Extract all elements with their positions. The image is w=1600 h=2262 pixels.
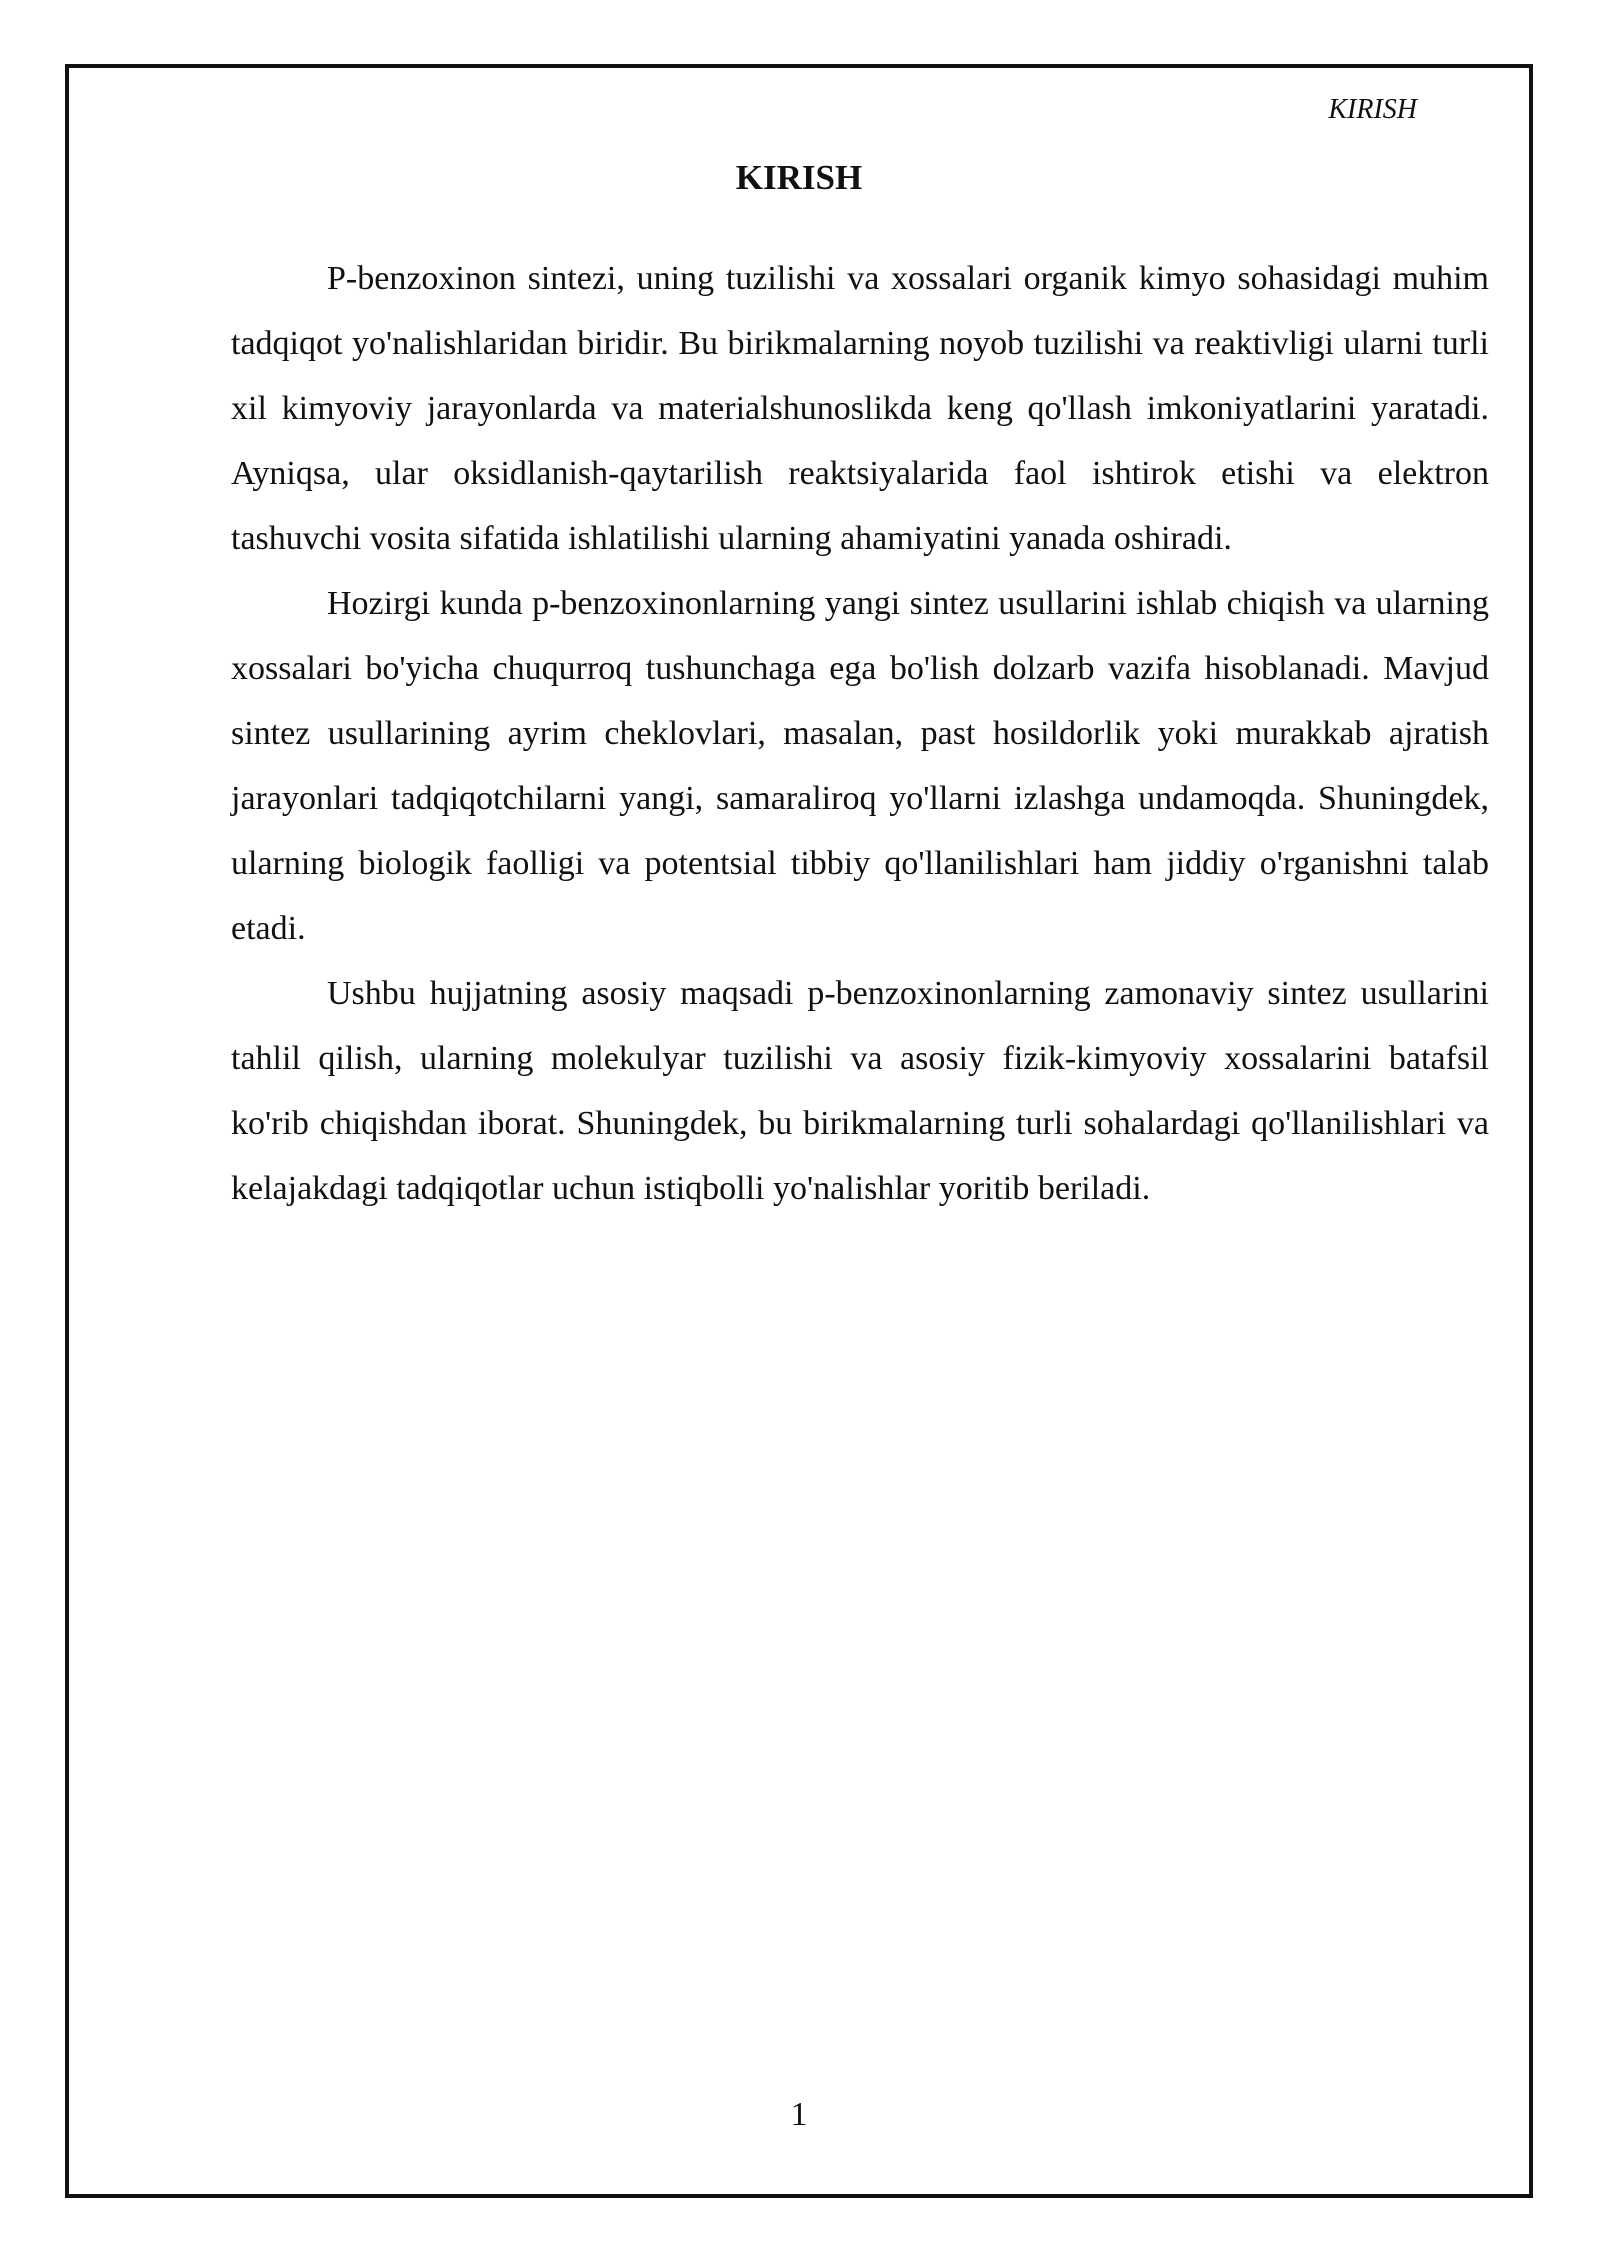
paragraph-3: Ushbu hujjatning asosiy maqsadi p-benzoxinonlarning zamonaviy sintez usullarini tahlil qilish, ularning molekulyar tuzilishi va asosiy fizik-kimyoviy xossalarini batafsil ko'rib chiqishdan iborat. Shuningdek, bu birikmalarning turli sohalardagi qo'llanilishlari va kelajakdagi tadqiqotlar uchun istiqbolli yo'nalishlar yoritib beriladi.	[231, 975, 1489, 1207]
running-header: KIRISH	[1328, 94, 1417, 125]
document-body	[231, 246, 1489, 1221]
paragraph-1: P-benzoxinon sintezi, uning tuzilishi va xossalari organik kimyo sohasidagi muhim tadqiqot yo'nalishlaridan biridir. Bu birikmalarning noyob tuzilishi va reaktivligi ularni turli xil kimyoviy jarayonlarda va materialshunoslikda keng qo'llash imkoniyatlarini yaratadi. Ayniqsa, ular oksidlanish-qaytarilish reaktsiyalarida faol ishtirok etishi va elektron tashuvchi vosita sifatida ishlatilishi ularning ahamiyatini yanada oshiradi.	[231, 260, 1489, 557]
paragraph-2: Hozirgi kunda p-benzoxinonlarning yangi sintez usullarini ishlab chiqish va ularning xossalari bo'yicha chuqurroq tushunchaga ega bo'lish dolzarb vazifa hisoblanadi. Mavjud sintez usullarining ayrim cheklovlari, masalan, past hosildorlik yoki murakkab ajratish jarayonlari tadqiqotchilarni yangi, samaraliroq yo'llarni izlashga undamoqda. Shuningdek, ularning biologik faolligi va potentsial tibbiy qo'llanilishlari ham jiddiy o'rganishni talab etadi.	[231, 585, 1489, 947]
page-title: KIRISH	[735, 158, 863, 197]
page-number: 1	[790, 2096, 808, 2133]
page-border	[65, 64, 1533, 2198]
